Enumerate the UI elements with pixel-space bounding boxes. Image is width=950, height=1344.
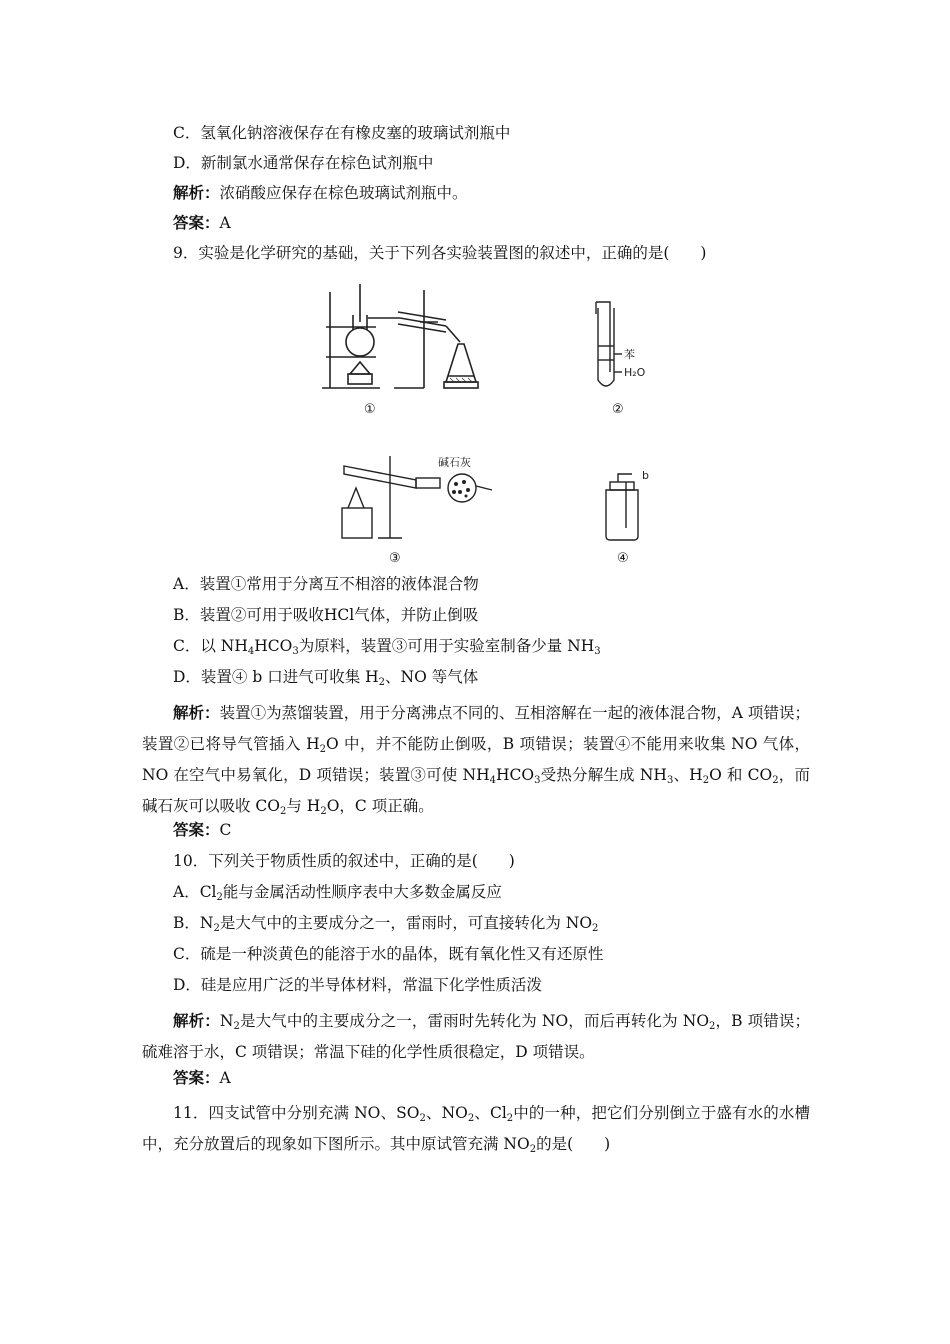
question-11: 11．四支试管中分别充满 NO、$SO_2$、$NO_2$、$Cl_2$中的一种，把它们分别倒立于盛有水的水槽中，充分放置后的现象如下图所示。其中原试管充满 $NO_2$的是( )	[142, 1104, 810, 1155]
answer-9: 答案：C	[173, 820, 232, 839]
q9-analysis: 解析：装置①为蒸馏装置，用于分离沸点不同的、互相溶解在一起的液体混合物，A 项错误；装置②已将导气管插入 $H_2O$ 中，并不能防止倒吸，B 项错误；装置④不能用来收集 NO 气体，NO 在空气中易氧化，D 项错误；装置③可使 $NH_4HCO_3$受热分解生成 $NH_3$、$H_2O$ 和 $CO_2$，而碱石灰可以吸收 $CO_2$与 $H_2O$，C 项正确。	[142, 703, 811, 817]
q9-option-c: C．以 $NH_4HCO_3$为原料，装置③可用于实验室制备少量 $NH_3$	[173, 637, 601, 657]
apparatus-3-heating	[336, 452, 496, 544]
q10-option-d: D．硅是应用广泛的半导体材料，常温下化学性质活泼	[173, 976, 542, 994]
question-10: 10．下列关于物质性质的叙述中，正确的是( )	[173, 852, 515, 870]
apparatus-1-distillation	[318, 282, 493, 397]
apparatus-2-tube	[590, 296, 670, 396]
caption-4: ④	[617, 551, 629, 566]
q10-analysis: 解析：$N_2$是大气中的主要成分之一，雷雨时先转化为 NO，而后再转化为 $NO_2$，B 项错误；硫难溶于水，C 项错误；常温下硅的化学性质很稳定，D 项错误。	[142, 1011, 810, 1061]
caption-1: ①	[364, 402, 376, 417]
question-9: 9．实验是化学研究的基础，关于下列各实验装置图的叙述中，正确的是( )	[173, 244, 707, 262]
label-b: b	[642, 469, 649, 482]
answer-10: 答案：A	[173, 1068, 231, 1087]
label-sodalime: 碱石灰	[438, 456, 471, 469]
label-benzene: 苯	[624, 348, 635, 361]
q9-option-d: D．装置④ b 口进气可收集 $H_2$、NO 等气体	[173, 668, 479, 688]
analysis-8	[173, 183, 468, 203]
analysis-text: 浓硝酸应保存在棕色玻璃试剂瓶中。	[219, 184, 468, 202]
option-d-prev: D．新制氯水通常保存在棕色试剂瓶中	[173, 154, 434, 172]
answer-value: A	[219, 214, 231, 232]
q9-option-b: B．装置②可用于吸收HCl气体，并防止倒吸	[173, 606, 479, 624]
caption-3: ③	[389, 551, 401, 566]
answer-label: 答案：	[173, 213, 220, 232]
answer-8	[173, 213, 231, 233]
caption-2: ②	[612, 402, 624, 417]
option-c-prev: C．氢氧化钠溶液保存在有橡皮塞的玻璃试剂瓶中	[173, 124, 511, 142]
q10-option-b: B．$N_2$是大气中的主要成分之一，雷雨时，可直接转化为 $NO_2$	[173, 914, 599, 934]
apparatus-4-bottle	[598, 468, 668, 548]
analysis-label: 解析：	[173, 183, 220, 202]
q9-option-a: A．装置①常用于分离互不相溶的液体混合物	[173, 575, 479, 593]
label-h2o: H₂O	[624, 366, 646, 379]
q10-option-c: C．硫是一种淡黄色的能溶于水的晶体，既有氧化性又有还原性	[173, 945, 604, 963]
q10-option-a: A．$Cl_2$能与金属活动性顺序表中大多数金属反应	[173, 883, 502, 903]
